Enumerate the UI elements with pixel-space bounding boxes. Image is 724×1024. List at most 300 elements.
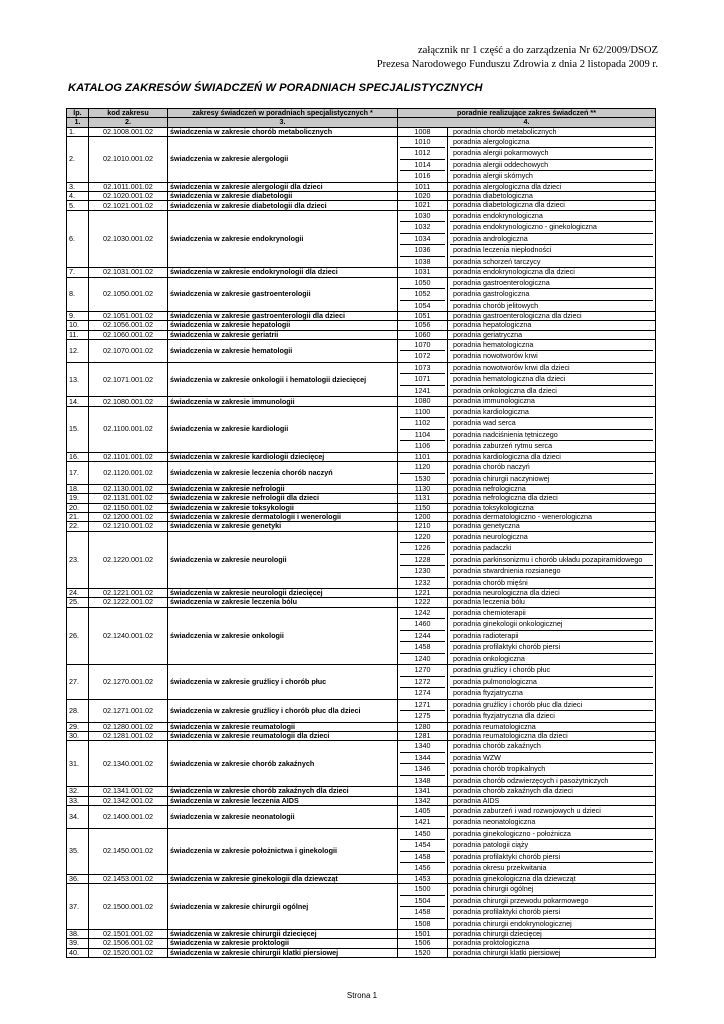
poradnia-code: 1072 — [400, 350, 445, 362]
poradnia-code: 1073 — [414, 362, 431, 372]
poradnia-name: poradnia hematologiczna — [453, 339, 534, 349]
poradnia-code: 1460 — [400, 618, 445, 630]
poradnia-name: poradnia zaburzeń rytmu serca — [450, 440, 653, 452]
row-lp: 39. — [67, 939, 89, 948]
row-poradnie — [448, 452, 656, 461]
poradnia-name: poradnia patologii ciąży — [450, 839, 653, 851]
table-row — [67, 884, 656, 930]
table-row — [67, 930, 656, 939]
page-footer: Strona 1 — [346, 991, 378, 1000]
poradnia-name: poradnia diabetologiczna dla dzieci — [453, 201, 565, 210]
row-codes — [398, 182, 448, 191]
poradnia-code: 1348 — [400, 775, 445, 787]
row-codes — [398, 930, 448, 939]
row-kod: 02.1240.001.02 — [89, 607, 168, 665]
row-kod: 02.1070.001.02 — [89, 339, 168, 362]
table-row — [67, 531, 656, 589]
table-row — [67, 598, 656, 607]
row-kod: 02.1010.001.02 — [89, 136, 168, 182]
row-zakres: świadczenia w zakresie leczenia chorób naczyń — [168, 462, 398, 485]
poradnia-code: 1405 — [414, 805, 431, 815]
poradnia-code: 1020 — [414, 192, 431, 201]
header-line-2: Prezesa Narodowego Funduszu Zdrowia z dnia 2 listopada 2009 r. — [376, 58, 658, 70]
row-lp: 40. — [67, 948, 89, 957]
row-lp: 10. — [67, 321, 89, 330]
row-lp: 36. — [67, 874, 89, 883]
poradnia-code: 1016 — [400, 170, 445, 182]
poradnia-code: 1240 — [400, 653, 445, 665]
poradnia-code: 1346 — [400, 763, 445, 775]
row-lp: 1. — [67, 127, 89, 136]
row-kod: 02.1011.001.02 — [89, 182, 168, 191]
poradnia-name: poradnia profilaktyki chorób piersi — [450, 851, 653, 863]
table-row — [67, 796, 656, 805]
column-number: 1. — [67, 118, 89, 127]
poradnia-name: poradnia chirurgii naczyniowej — [450, 473, 653, 485]
column-number-row — [67, 118, 656, 127]
table-row — [67, 741, 656, 787]
row-lp: 25. — [67, 598, 89, 607]
column-number: 3. — [168, 118, 398, 127]
poradnia-code: 1454 — [400, 839, 445, 851]
row-kod: 02.1342.001.02 — [89, 796, 168, 805]
row-kod: 02.1056.001.02 — [89, 321, 168, 330]
poradnia-name: poradnia chirurgii przewodu pokarmowego — [450, 895, 653, 907]
poradnia-name: poradnia onkologiczna — [450, 653, 653, 665]
poradnia-code: 1220 — [414, 531, 431, 541]
poradnia-name: poradnia nefrologiczna — [453, 485, 526, 494]
row-codes — [398, 874, 448, 883]
row-lp: 30. — [67, 731, 89, 740]
row-lp: 35. — [67, 828, 89, 874]
row-kod: 02.1220.001.02 — [89, 531, 168, 589]
poradnia-name: poradnia gastroenterologiczna dla dzieci — [453, 312, 582, 321]
row-codes — [398, 494, 448, 503]
row-lp: 7. — [67, 268, 89, 277]
row-codes — [398, 210, 448, 268]
row-poradnie — [448, 589, 656, 598]
row-lp: 31. — [67, 741, 89, 787]
poradnia-code: 1421 — [400, 816, 445, 828]
row-zakres: świadczenia w zakresie reumatologii — [168, 722, 398, 731]
poradnia-code: 1342 — [414, 796, 431, 805]
row-codes — [398, 312, 448, 321]
row-zakres: świadczenia w zakresie ginekologii dla dziewcząt — [168, 874, 398, 883]
poradnia-code: 1034 — [400, 233, 445, 245]
poradnia-name: poradnia ginekologiczno - położnicza — [453, 828, 571, 838]
poradnia-code: 1530 — [400, 473, 445, 485]
table-row — [67, 665, 656, 700]
poradnia-code: 1506 — [414, 939, 431, 948]
poradnia-name: poradnia alergologiczna dla dzieci — [453, 182, 562, 191]
row-kod: 02.1031.001.02 — [89, 268, 168, 277]
row-codes — [398, 531, 448, 589]
row-kod: 02.1130.001.02 — [89, 485, 168, 494]
row-lp: 33. — [67, 796, 89, 805]
row-lp: 8. — [67, 277, 89, 312]
poradnia-name: poradnia chorób zakaźnych — [453, 741, 541, 751]
row-lp: 18. — [67, 485, 89, 494]
table-row — [67, 268, 656, 277]
poradnia-name: poradnia kardiologiczna — [453, 406, 529, 416]
row-zakres: świadczenia w zakresie neurologii dziecięcej — [168, 589, 398, 598]
poradnia-name: poradnia alergii pokarmowych — [450, 147, 653, 159]
header-line-1: załącznik nr 1 część a do zarządzenia Nr 62/2009/DSOZ — [417, 45, 658, 56]
row-zakres: świadczenia w zakresie nefrologii dla dzieci — [168, 494, 398, 503]
row-poradnie — [448, 312, 656, 321]
poradnia-name: poradnia endokrynologiczna dla dzieci — [453, 268, 575, 277]
poradnia-code: 1520 — [414, 948, 431, 957]
poradnia-code: 1280 — [414, 722, 431, 731]
row-zakres: świadczenia w zakresie chorób zakaźnych dla dzieci — [168, 787, 398, 796]
poradnia-name: poradnia reumatologiczna — [453, 722, 536, 731]
row-kod: 02.1506.001.02 — [89, 939, 168, 948]
row-poradnie — [448, 805, 656, 828]
table-row — [67, 787, 656, 796]
poradnia-name: poradnia profilaktyki chorób piersi — [450, 641, 653, 653]
row-lp: 9. — [67, 312, 89, 321]
row-zakres: świadczenia w zakresie chorób zakaźnych — [168, 741, 398, 787]
row-kod: 02.1131.001.02 — [89, 494, 168, 503]
poradnia-code: 1010 — [414, 136, 431, 146]
poradnia-name: poradnia nowotworów krwi dla dzieci — [453, 362, 570, 372]
row-zakres: świadczenia w zakresie nefrologii — [168, 485, 398, 494]
poradnia-code: 1052 — [400, 288, 445, 300]
row-codes — [398, 731, 448, 740]
row-lp: 27. — [67, 665, 89, 700]
row-kod: 02.1341.001.02 — [89, 787, 168, 796]
row-kod: 02.1280.001.02 — [89, 722, 168, 731]
row-zakres: świadczenia w zakresie onkologii — [168, 607, 398, 665]
row-zakres: świadczenia w zakresie proktologii — [168, 939, 398, 948]
row-zakres: świadczenia w zakresie gruźlicy i chorób płuc — [168, 665, 398, 700]
poradnia-code: 1228 — [400, 554, 445, 566]
poradnia-name: poradnia endokrynologiczna — [453, 210, 543, 220]
row-zakres: świadczenia w zakresie diabetologii dla dzieci — [168, 201, 398, 210]
table-row — [67, 494, 656, 503]
poradnia-code: 1080 — [414, 397, 431, 406]
poradnia-name: poradnia nefrologiczna dla dzieci — [453, 494, 558, 503]
row-poradnie — [448, 607, 656, 665]
poradnia-name: poradnia pulmonologiczna — [450, 676, 653, 688]
row-zakres: świadczenia w zakresie położnictwa i ginekologii — [168, 828, 398, 874]
poradnia-code: 1244 — [400, 630, 445, 642]
row-zakres: świadczenia w zakresie kardiologii dziecięcej — [168, 452, 398, 461]
poradnia-name: poradnia geriatryczna — [453, 330, 523, 339]
table-row — [67, 192, 656, 201]
poradnia-code: 1504 — [400, 895, 445, 907]
poradnia-name: poradnia gruźlicy i chorób płuc dla dzieci — [453, 699, 583, 709]
poradnia-name: poradnia alergii skórnych — [450, 170, 653, 182]
row-poradnie — [448, 598, 656, 607]
poradnia-name: poradnia AIDS — [453, 796, 500, 805]
row-lp: 26. — [67, 607, 89, 665]
row-kod: 02.1400.001.02 — [89, 805, 168, 828]
row-codes — [398, 722, 448, 731]
row-zakres: świadczenia w zakresie chirurgii ogólnej — [168, 884, 398, 930]
poradnia-name: poradnia diabetologiczna — [453, 192, 533, 201]
row-codes — [398, 522, 448, 531]
poradnia-code: 1012 — [400, 147, 445, 159]
poradnia-name: poradnia gastrologiczna — [450, 288, 653, 300]
row-poradnie — [448, 884, 656, 930]
row-poradnie — [448, 485, 656, 494]
row-codes — [398, 503, 448, 512]
row-lp: 37. — [67, 884, 89, 930]
poradnia-code: 1340 — [414, 741, 431, 751]
table-row — [67, 397, 656, 406]
row-poradnie — [448, 192, 656, 201]
poradnia-name: poradnia WZW — [450, 752, 653, 764]
row-zakres: świadczenia w zakresie leczenia AIDS — [168, 796, 398, 805]
poradnia-code: 1281 — [414, 731, 431, 740]
poradnia-code: 1241 — [400, 385, 445, 397]
row-zakres: świadczenia w zakresie chirurgii dziecięcej — [168, 930, 398, 939]
poradnia-code: 1071 — [400, 373, 445, 385]
row-codes — [398, 741, 448, 787]
poradnia-name: poradnia zaburzeń i wad rozwojowych u dzieci — [453, 805, 601, 815]
poradnia-name: poradnia padaczki — [450, 542, 653, 554]
poradnia-code: 1232 — [400, 577, 445, 589]
row-poradnie — [448, 503, 656, 512]
column-number: 4. — [398, 118, 656, 127]
column-header-poradnie: poradnie realizujące zakres świadczeń ** — [398, 109, 656, 118]
poradnia-name: poradnia nowotworów krwi — [450, 350, 653, 362]
poradnia-code: 1054 — [400, 300, 445, 312]
row-codes — [398, 699, 448, 722]
table-row — [67, 485, 656, 494]
row-codes — [398, 406, 448, 452]
row-kod: 02.1150.001.02 — [89, 503, 168, 512]
row-lp: 3. — [67, 182, 89, 191]
poradnia-name: poradnia chorób metabolicznych — [453, 127, 557, 136]
table-row — [67, 948, 656, 957]
poradnia-name: poradnia chirurgii endokrynologicznej — [450, 918, 653, 930]
poradnia-name: poradnia immunologiczna — [453, 397, 535, 406]
row-poradnie — [448, 828, 656, 874]
poradnia-code: 1120 — [414, 462, 431, 472]
row-codes — [398, 884, 448, 930]
poradnia-code: 1242 — [414, 607, 431, 617]
row-zakres: świadczenia w zakresie diabetologii — [168, 192, 398, 201]
row-kod: 02.1080.001.02 — [89, 397, 168, 406]
poradnia-code: 1450 — [414, 828, 431, 838]
row-zakres: świadczenia w zakresie gastroenterologii dla dzieci — [168, 312, 398, 321]
row-zakres: świadczenia w zakresie gastroenterologii — [168, 277, 398, 312]
poradnia-name: poradnia parkinsonizmu i chorób układu pozapiramidowego — [450, 554, 653, 566]
row-lp: 11. — [67, 330, 89, 339]
row-codes — [398, 462, 448, 485]
row-zakres: świadczenia w zakresie hematologii — [168, 339, 398, 362]
poradnia-name: poradnia profilaktyki chorób piersi — [450, 906, 653, 918]
row-poradnie — [448, 210, 656, 268]
row-poradnie — [448, 277, 656, 312]
poradnia-code: 1458 — [400, 641, 445, 653]
row-codes — [398, 805, 448, 828]
poradnia-code: 1453 — [414, 874, 431, 883]
row-zakres: świadczenia w zakresie reumatologii dla dzieci — [168, 731, 398, 740]
poradnia-name: poradnia onkologiczna dla dzieci — [450, 385, 653, 397]
poradnia-name: poradnia hepatologiczna — [453, 321, 532, 330]
poradnia-name: poradnia radioterapii — [450, 630, 653, 642]
row-poradnie — [448, 787, 656, 796]
table-row — [67, 939, 656, 948]
poradnia-name: poradnia alergologiczna — [453, 136, 530, 146]
document-title: KATALOG ZAKRESÓW ŚWIADCZEŃ W PORADNIACH SPECJALISTYCZNYCH — [68, 82, 483, 94]
row-codes — [398, 321, 448, 330]
row-lp: 38. — [67, 930, 89, 939]
row-zakres: świadczenia w zakresie leczenia bólu — [168, 598, 398, 607]
table-row — [67, 330, 656, 339]
row-codes — [398, 796, 448, 805]
row-lp: 24. — [67, 589, 89, 598]
document-header — [377, 44, 658, 71]
table-row — [67, 321, 656, 330]
row-poradnie — [448, 339, 656, 362]
poradnia-name: poradnia leczenia niepłodności — [450, 244, 653, 256]
row-poradnie — [448, 741, 656, 787]
poradnia-code: 1130 — [414, 485, 431, 494]
poradnia-code: 1101 — [414, 452, 431, 461]
poradnia-name: poradnia endokrynologiczno - ginekologiczna — [450, 221, 653, 233]
poradnia-name: poradnia okresu przekwitania — [450, 862, 653, 874]
table-row — [67, 512, 656, 521]
row-codes — [398, 330, 448, 339]
row-poradnie — [448, 948, 656, 957]
poradnia-code: 1131 — [414, 494, 431, 503]
row-codes — [398, 127, 448, 136]
poradnia-name: poradnia chorób mięśni — [450, 577, 653, 589]
table-row — [67, 127, 656, 136]
row-poradnie — [448, 522, 656, 531]
row-kod: 02.1450.001.02 — [89, 828, 168, 874]
poradnia-name: poradnia kardiologiczna dla dzieci — [453, 452, 561, 461]
poradnia-code: 1200 — [414, 512, 431, 521]
row-lp: 5. — [67, 201, 89, 210]
row-kod: 02.1281.001.02 — [89, 731, 168, 740]
column-header-zakres: zakresy świadczeń w poradniach specjalistycznych * — [168, 109, 398, 118]
row-poradnie — [448, 362, 656, 397]
row-codes — [398, 452, 448, 461]
row-kod: 02.1270.001.02 — [89, 665, 168, 700]
poradnia-code: 1458 — [400, 851, 445, 863]
poradnia-name: poradnia andrologiczna — [450, 233, 653, 245]
poradnia-name: poradnia hematologiczna dla dzieci — [450, 373, 653, 385]
row-codes — [398, 598, 448, 607]
row-kod: 02.1051.001.02 — [89, 312, 168, 321]
row-codes — [398, 136, 448, 182]
row-lp: 19. — [67, 494, 89, 503]
row-poradnie — [448, 330, 656, 339]
column-header-kod: kod zakresu — [89, 109, 168, 118]
row-codes — [398, 339, 448, 362]
row-lp: 4. — [67, 192, 89, 201]
row-lp: 15. — [67, 406, 89, 452]
row-poradnie — [448, 127, 656, 136]
poradnia-code: 1102 — [400, 417, 445, 429]
row-kod: 02.1210.001.02 — [89, 522, 168, 531]
poradnia-name: poradnia chirurgii dziecięcej — [453, 930, 542, 939]
row-codes — [398, 939, 448, 948]
poradnia-name: poradnia chorób odzwierzęcych i pasożytniczych — [450, 775, 653, 787]
row-lp: 23. — [67, 531, 89, 589]
row-kod: 02.1221.001.02 — [89, 589, 168, 598]
row-kod: 02.1453.001.02 — [89, 874, 168, 883]
poradnia-name: poradnia alergii oddechowych — [450, 159, 653, 171]
poradnia-code: 1021 — [414, 201, 431, 210]
row-poradnie — [448, 699, 656, 722]
poradnia-code: 1038 — [400, 256, 445, 268]
row-zakres: świadczenia w zakresie kardiologii — [168, 406, 398, 452]
row-zakres: świadczenia w zakresie genetyki — [168, 522, 398, 531]
table-row — [67, 136, 656, 182]
poradnia-name: poradnia genetyczna — [453, 522, 520, 531]
row-poradnie — [448, 406, 656, 452]
table-row — [67, 607, 656, 665]
poradnia-name: poradnia wad serca — [450, 417, 653, 429]
row-lp: 6. — [67, 210, 89, 268]
row-kod: 02.1501.001.02 — [89, 930, 168, 939]
row-codes — [398, 589, 448, 598]
poradnia-code: 1344 — [400, 752, 445, 764]
table-row — [67, 462, 656, 485]
poradnia-name: poradnia chorób jelitowych — [450, 300, 653, 312]
poradnia-name: poradnia ginekologii onkologicznej — [450, 618, 653, 630]
row-kod: 02.1500.001.02 — [89, 884, 168, 930]
row-kod: 02.1030.001.02 — [89, 210, 168, 268]
poradnia-code: 1011 — [414, 182, 431, 191]
table-row — [67, 731, 656, 740]
row-lp: 29. — [67, 722, 89, 731]
row-kod: 02.1340.001.02 — [89, 741, 168, 787]
row-kod: 02.1021.001.02 — [89, 201, 168, 210]
row-codes — [398, 268, 448, 277]
poradnia-code: 1272 — [400, 676, 445, 688]
table-row — [67, 589, 656, 598]
row-lp: 2. — [67, 136, 89, 182]
row-codes — [398, 397, 448, 406]
poradnia-code: 1270 — [414, 665, 431, 675]
poradnia-code: 1500 — [414, 884, 431, 894]
poradnia-name: poradnia ftyzjatryczna dla dzieci — [450, 710, 653, 722]
row-kod: 02.1100.001.02 — [89, 406, 168, 452]
poradnia-code: 1226 — [400, 542, 445, 554]
poradnia-code: 1275 — [400, 710, 445, 722]
poradnia-name: poradnia stwardnienia rozsianego — [450, 565, 653, 577]
poradnia-code: 1458 — [400, 906, 445, 918]
row-lp: 28. — [67, 699, 89, 722]
row-poradnie — [448, 462, 656, 485]
row-zakres: świadczenia w zakresie alergologii — [168, 136, 398, 182]
table-row — [67, 722, 656, 731]
row-zakres: świadczenia w zakresie immunologii — [168, 397, 398, 406]
row-codes — [398, 362, 448, 397]
row-poradnie — [448, 268, 656, 277]
row-zakres: świadczenia w zakresie chorób metabolicznych — [168, 127, 398, 136]
row-zakres: świadczenia w zakresie endokrynologii — [168, 210, 398, 268]
row-zakres: świadczenia w zakresie neurologii — [168, 531, 398, 589]
row-lp: 14. — [67, 397, 89, 406]
row-lp: 34. — [67, 805, 89, 828]
poradnia-name: poradnia toksykologiczna — [453, 503, 534, 512]
row-poradnie — [448, 531, 656, 589]
poradnia-code: 1508 — [400, 918, 445, 930]
poradnia-code: 1030 — [414, 210, 431, 220]
poradnia-name: poradnia reumatologiczna dla dzieci — [453, 731, 568, 740]
poradnia-code: 1456 — [400, 862, 445, 874]
row-poradnie — [448, 939, 656, 948]
row-poradnie — [448, 512, 656, 521]
